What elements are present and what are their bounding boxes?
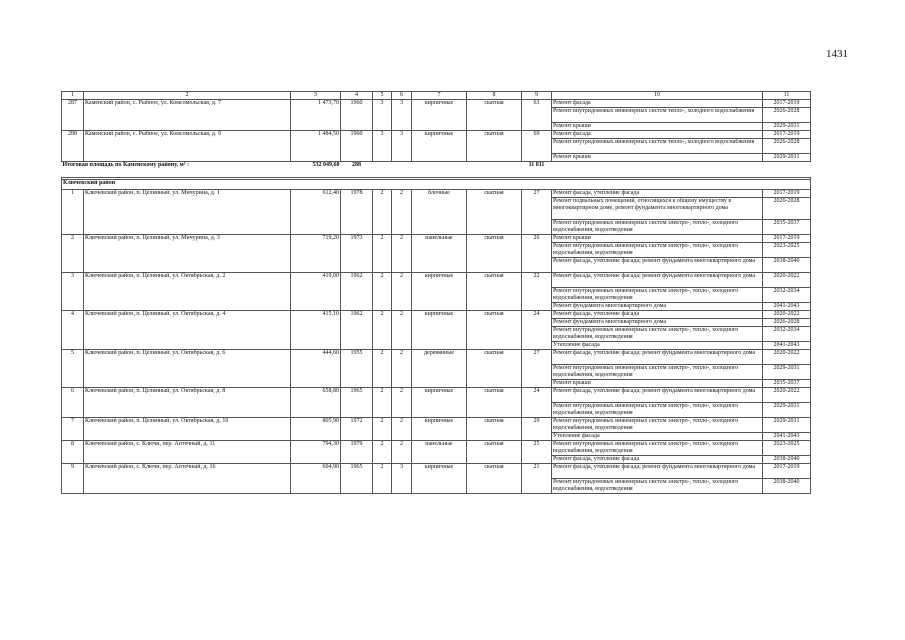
work-type-cell: Ремонт фасада bbox=[552, 131, 763, 139]
work-type-cell: Ремонт фасада, утепление фасада; ремонт фундамента многоквартирного дома bbox=[552, 258, 763, 273]
work-period-cell: 2026-2028 bbox=[763, 319, 811, 327]
house-row bbox=[62, 441, 811, 456]
wall-material-cell: кирпичные bbox=[412, 100, 467, 131]
house-row bbox=[62, 100, 811, 108]
work-period-cell: 2041-2043 bbox=[763, 303, 811, 311]
residents-cell: 21 bbox=[522, 464, 552, 494]
work-period-cell: 2026-2028 bbox=[763, 198, 811, 220]
year-cell: 1955 bbox=[341, 350, 373, 388]
roof-type-cell: скатная bbox=[467, 100, 522, 131]
wall-material-cell: кирпичные bbox=[412, 131, 467, 162]
floors-cell: 2 bbox=[373, 441, 392, 464]
header-cell: 10 bbox=[552, 92, 763, 100]
work-period-cell: 2023-2025 bbox=[763, 243, 811, 258]
total-spacer bbox=[552, 162, 811, 178]
work-period-cell: 2041-2043 bbox=[763, 342, 811, 350]
row-number: 6 bbox=[62, 388, 84, 418]
work-period-cell: 2017-2019 bbox=[763, 131, 811, 139]
work-type-cell: Ремонт внутридомовых инженерных систем электро-, тепло-, холодного водоснабжения, водоотведения bbox=[552, 403, 763, 418]
year-cell: 1978 bbox=[341, 190, 373, 235]
work-period-cell: 2020-2022 bbox=[763, 388, 811, 403]
work-period-cell: 2029-2031 bbox=[763, 365, 811, 380]
work-type-cell: Ремонт фундамента многоквартирного дома bbox=[552, 319, 763, 327]
floors-cell: 2 bbox=[373, 464, 392, 494]
work-period-cell: 2020-2022 bbox=[763, 273, 811, 288]
total-count: 288 bbox=[341, 162, 373, 178]
roof-type-cell: скатная bbox=[467, 350, 522, 388]
wall-material-cell: деревянные bbox=[412, 350, 467, 388]
work-period-cell: 2020-2022 bbox=[763, 311, 811, 319]
total-label: Итоговая площадь по Каменскому району, м² : bbox=[62, 162, 291, 178]
floors-cell: 2 bbox=[373, 311, 392, 350]
work-period-cell: 2029-2031 bbox=[763, 123, 811, 131]
section-title: Ключевский район bbox=[62, 180, 811, 190]
work-period-cell: 2029-2031 bbox=[763, 403, 811, 418]
header-cell: 4 bbox=[341, 92, 373, 100]
area-cell: 444,60 bbox=[291, 350, 341, 388]
address-cell: Ключевский район, с. Ключи, пер. Аптечный, д. 16 bbox=[84, 464, 291, 494]
house-row bbox=[62, 273, 811, 288]
work-type-cell: Ремонт крыши bbox=[552, 235, 763, 243]
house-row bbox=[62, 388, 811, 403]
address-cell: Ключевский район, п. Целинный, ул. Мичурина, д. 1 bbox=[84, 190, 291, 235]
residents-cell: 63 bbox=[522, 100, 552, 131]
roof-type-cell: скатная bbox=[467, 311, 522, 350]
work-period-cell: 2026-2028 bbox=[763, 139, 811, 154]
entrances-cell: 2 bbox=[392, 235, 412, 273]
address-cell: Каменский район, с. Рыбное, ул. Комсомольская, д. 7 bbox=[84, 100, 291, 131]
work-type-cell: Ремонт внутридомовых инженерных систем электро-, тепло-, холодного водоснабжения, водоотведения bbox=[552, 220, 763, 235]
row-number: 9 bbox=[62, 464, 84, 494]
wall-material-cell: панельные bbox=[412, 441, 467, 464]
year-cell: 1979 bbox=[341, 441, 373, 464]
work-type-cell: Ремонт фасада, утепление фасада; ремонт фундамента многоквартирного дома bbox=[552, 388, 763, 403]
address-cell: Каменский район, с. Рыбное, ул. Комсомольская, д. 9 bbox=[84, 131, 291, 162]
work-period-cell: 2038-2040 bbox=[763, 456, 811, 464]
floors-cell: 2 bbox=[373, 388, 392, 418]
work-period-cell: 2035-2037 bbox=[763, 380, 811, 388]
house-row bbox=[62, 350, 811, 365]
floors-cell: 3 bbox=[373, 131, 392, 162]
address-cell: Ключевский район, п. Целинный, ул. Октябрьская, д. 10 bbox=[84, 418, 291, 441]
year-cell: 1960 bbox=[341, 100, 373, 131]
header-row bbox=[62, 92, 811, 100]
header-cell: 8 bbox=[467, 92, 522, 100]
residents-cell: 25 bbox=[522, 441, 552, 464]
section-row bbox=[62, 180, 811, 190]
work-type-cell: Ремонт внутридомовых инженерных систем тепло-, холодного водоснабжения bbox=[552, 108, 763, 123]
work-period-cell: 2041-2043 bbox=[763, 433, 811, 441]
entrances-cell: 2 bbox=[392, 190, 412, 235]
address-cell: Ключевский район, п. Целинный, ул. Октябрьская, д. 4 bbox=[84, 311, 291, 350]
entrances-cell: 3 bbox=[392, 464, 412, 494]
area-cell: 415,10 bbox=[291, 311, 341, 350]
work-period-cell: 2017-2019 bbox=[763, 464, 811, 479]
work-type-cell: Ремонт подвальных помещений, относящихся к общему имуществу в многоквартирном доме, ремонт фундамента многоквартирного дома bbox=[552, 198, 763, 220]
year-cell: 1962 bbox=[341, 311, 373, 350]
address-cell: Ключевский район, п. Целинный, ул. Мичурина, д. 3 bbox=[84, 235, 291, 273]
area-cell: 658,80 bbox=[291, 388, 341, 418]
work-type-cell: Ремонт внутридомовых инженерных систем электро-, тепло-, холодного водоснабжения, водоотведения bbox=[552, 327, 763, 342]
row-number: 1 bbox=[62, 190, 84, 235]
header-cell: 9 bbox=[522, 92, 552, 100]
residents-cell: 69 bbox=[522, 131, 552, 162]
work-period-cell: 2029-2031 bbox=[763, 418, 811, 433]
entrances-cell: 2 bbox=[392, 350, 412, 388]
row-number: 3 bbox=[62, 273, 84, 311]
header-cell: 2 bbox=[84, 92, 291, 100]
work-type-cell: Ремонт внутридомовых инженерных систем тепло-, холодного водоснабжения bbox=[552, 139, 763, 154]
year-cell: 1972 bbox=[341, 418, 373, 441]
house-row bbox=[62, 235, 811, 243]
wall-material-cell: кирпичные bbox=[412, 273, 467, 311]
wall-material-cell: кирпичные bbox=[412, 388, 467, 418]
roof-type-cell: скатная bbox=[467, 131, 522, 162]
work-type-cell: Ремонт внутридомовых инженерных систем электро-, тепло-, холодного водоснабжения, водоотведения bbox=[552, 418, 763, 433]
work-period-cell: 2032-2034 bbox=[763, 288, 811, 303]
roof-type-cell: скатная bbox=[467, 464, 522, 494]
floors-cell: 2 bbox=[373, 190, 392, 235]
year-cell: 1965 bbox=[341, 464, 373, 494]
floors-cell: 3 bbox=[373, 100, 392, 131]
work-type-cell: Ремонт фасада, утепление фасада bbox=[552, 311, 763, 319]
header-cell: 3 bbox=[291, 92, 341, 100]
work-type-cell: Утепление фасада bbox=[552, 342, 763, 350]
residents-cell: 24 bbox=[522, 388, 552, 418]
work-type-cell: Ремонт фасада, утепление фасада bbox=[552, 190, 763, 198]
work-type-cell: Ремонт фасада, утепление фасада; ремонт фундамента многоквартирного дома bbox=[552, 350, 763, 365]
year-cell: 1962 bbox=[341, 273, 373, 311]
work-type-cell: Ремонт фасада, утепление фасада; ремонт фундамента многоквартирного дома bbox=[552, 464, 763, 479]
row-number: 7 bbox=[62, 418, 84, 441]
capital-repair-table bbox=[61, 91, 811, 494]
work-period-cell: 2026-2028 bbox=[763, 108, 811, 123]
work-type-cell: Ремонт фундамента многоквартирного дома bbox=[552, 303, 763, 311]
header-cell: 1 bbox=[62, 92, 84, 100]
work-type-cell: Ремонт внутридомовых инженерных систем электро-, тепло-, холодного водоснабжения, водоотведения bbox=[552, 288, 763, 303]
floors-cell: 2 bbox=[373, 350, 392, 388]
house-row bbox=[62, 190, 811, 198]
residents-cell: 27 bbox=[522, 190, 552, 235]
house-row bbox=[62, 464, 811, 479]
work-type-cell: Ремонт фасада bbox=[552, 100, 763, 108]
work-period-cell: 2020-2022 bbox=[763, 350, 811, 365]
work-period-cell: 2029-2031 bbox=[763, 154, 811, 162]
work-period-cell: 2032-2034 bbox=[763, 327, 811, 342]
work-type-cell: Ремонт крыши bbox=[552, 123, 763, 131]
entrances-cell: 3 bbox=[392, 100, 412, 131]
total-area: 532 049,60 bbox=[291, 162, 341, 178]
entrances-cell: 2 bbox=[392, 388, 412, 418]
work-type-cell: Утепление фасада bbox=[552, 433, 763, 441]
house-row bbox=[62, 311, 811, 319]
header-cell: 7 bbox=[412, 92, 467, 100]
wall-material-cell: кирпичные bbox=[412, 464, 467, 494]
work-type-cell: Ремонт внутридомовых инженерных систем электро-, тепло-, холодного водоснабжения, водоотведения bbox=[552, 441, 763, 456]
table-body bbox=[62, 92, 811, 494]
row-number: 287 bbox=[62, 100, 84, 131]
address-cell: Ключевский район, п. Целинный, ул. Октябрьская, д. 8 bbox=[84, 388, 291, 418]
work-period-cell: 2038-2040 bbox=[763, 258, 811, 273]
work-type-cell: Ремонт фасада, утепление фасада; ремонт фундамента многоквартирного дома bbox=[552, 273, 763, 288]
year-cell: 1973 bbox=[341, 235, 373, 273]
roof-type-cell: скатная bbox=[467, 418, 522, 441]
work-type-cell: Ремонт внутридомовых инженерных систем электро-, тепло-, холодного водоснабжения, водоотведения bbox=[552, 365, 763, 380]
year-cell: 1960 bbox=[341, 131, 373, 162]
page-number: 1431 bbox=[826, 48, 848, 60]
address-cell: Ключевский район, п. Целинный, ул. Октябрьская, д. 2 bbox=[84, 273, 291, 311]
area-cell: 805,90 bbox=[291, 418, 341, 441]
header-cell: 5 bbox=[373, 92, 392, 100]
area-cell: 794,30 bbox=[291, 441, 341, 464]
total-row bbox=[62, 162, 811, 178]
house-row bbox=[62, 131, 811, 139]
row-number: 288 bbox=[62, 131, 84, 162]
work-type-cell: Ремонт внутридомовых инженерных систем электро-, тепло-, холодного водоснабжения, водоотведения bbox=[552, 243, 763, 258]
entrances-cell: 3 bbox=[392, 131, 412, 162]
work-period-cell: 2038-2040 bbox=[763, 479, 811, 494]
area-cell: 612,40 bbox=[291, 190, 341, 235]
total-residents: 11 811 bbox=[522, 162, 552, 178]
work-type-cell: Ремонт фасада, утепление фасада bbox=[552, 456, 763, 464]
entrances-cell: 2 bbox=[392, 418, 412, 441]
roof-type-cell: скатная bbox=[467, 441, 522, 464]
work-period-cell: 2017-2019 bbox=[763, 235, 811, 243]
work-period-cell: 2017-2019 bbox=[763, 100, 811, 108]
header-cell: 6 bbox=[392, 92, 412, 100]
floors-cell: 2 bbox=[373, 273, 392, 311]
residents-cell: 26 bbox=[522, 235, 552, 273]
area-cell: 419,00 bbox=[291, 273, 341, 311]
roof-type-cell: скатная bbox=[467, 273, 522, 311]
floors-cell: 2 bbox=[373, 418, 392, 441]
entrances-cell: 2 bbox=[392, 441, 412, 464]
area-cell: 1 473,70 bbox=[291, 100, 341, 131]
wall-material-cell: кирпичные bbox=[412, 311, 467, 350]
roof-type-cell: скатная bbox=[467, 190, 522, 235]
row-number: 8 bbox=[62, 441, 84, 464]
area-cell: 604,90 bbox=[291, 464, 341, 494]
row-number: 4 bbox=[62, 311, 84, 350]
row-number: 2 bbox=[62, 235, 84, 273]
area-cell: 719,20 bbox=[291, 235, 341, 273]
header-cell: 11 bbox=[763, 92, 811, 100]
house-row bbox=[62, 418, 811, 433]
year-cell: 1965 bbox=[341, 388, 373, 418]
work-type-cell: Ремонт крыши bbox=[552, 154, 763, 162]
total-spacer bbox=[373, 162, 522, 178]
wall-material-cell: блочные bbox=[412, 190, 467, 235]
wall-material-cell: панельные bbox=[412, 235, 467, 273]
residents-cell: 22 bbox=[522, 273, 552, 311]
roof-type-cell: скатная bbox=[467, 235, 522, 273]
address-cell: Ключевский район, п. Целинный, ул. Октябрьская, д. 6 bbox=[84, 350, 291, 388]
work-period-cell: 2017-2019 bbox=[763, 190, 811, 198]
roof-type-cell: скатная bbox=[467, 388, 522, 418]
area-cell: 1 484,50 bbox=[291, 131, 341, 162]
floors-cell: 2 bbox=[373, 235, 392, 273]
address-cell: Ключевский район, с. Ключи, пер. Аптечный, д. 11 bbox=[84, 441, 291, 464]
work-type-cell: Ремонт внутридомовых инженерных систем электро-, тепло-, холодного водоснабжения, водоотведения bbox=[552, 479, 763, 494]
entrances-cell: 2 bbox=[392, 311, 412, 350]
wall-material-cell: кирпичные bbox=[412, 418, 467, 441]
residents-cell: 24 bbox=[522, 311, 552, 350]
residents-cell: 27 bbox=[522, 350, 552, 388]
work-period-cell: 2035-2037 bbox=[763, 220, 811, 235]
row-number: 5 bbox=[62, 350, 84, 388]
work-period-cell: 2023-2025 bbox=[763, 441, 811, 456]
work-type-cell: Ремонт крыши bbox=[552, 380, 763, 388]
entrances-cell: 2 bbox=[392, 273, 412, 311]
residents-cell: 29 bbox=[522, 418, 552, 441]
